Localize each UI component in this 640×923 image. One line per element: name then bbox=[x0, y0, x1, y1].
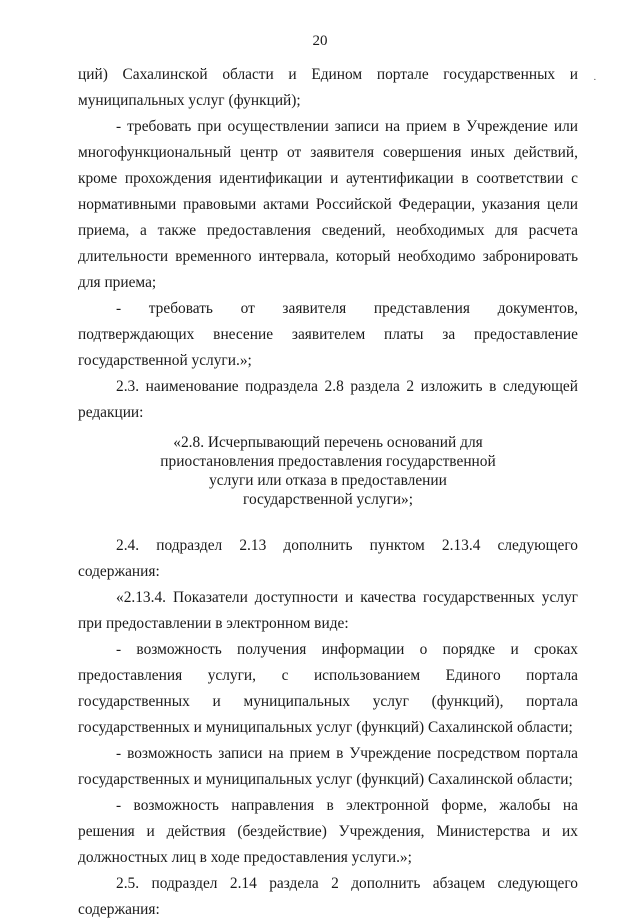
heading-line: услуги или отказа в предоставлении bbox=[209, 472, 447, 489]
paragraph-complaints: - возможность направления в электронной форме, жалобы на решения и действия (бездействие) Учреждения, Министерства и их должностных лиц в ходе предоставления услуги.»; bbox=[78, 797, 578, 866]
heading-line: приостановления предоставления государственной bbox=[160, 453, 496, 470]
paragraph-continuation: ций) Сахалинской области и Едином портале государственных и муниципальных услуг (функций); bbox=[78, 66, 578, 109]
paragraph-2-13-4: «2.13.4. Показатели доступности и качества государственных услуг при предоставлении в электронном виде: bbox=[78, 589, 578, 632]
paragraph-info-access: - возможность получения информации о порядке и сроках предоставления услуги, с использованием Единого портала государственных и муниципальных услуг (функций), портала государственных и муниципальных услуг (функций) Сахалинской области; bbox=[78, 641, 578, 736]
scan-mark: · bbox=[593, 74, 597, 86]
page-number: 20 bbox=[312, 33, 328, 49]
heading-line: «2.8. Исчерпывающий перечень оснований для bbox=[173, 434, 483, 451]
paragraph-2-4: 2.4. подраздел 2.13 дополнить пунктом 2.13.4 следующего содержания: bbox=[78, 537, 578, 580]
paragraph-2-5: 2.5. подраздел 2.14 раздела 2 дополнить абзацем следующего содержания: bbox=[78, 875, 578, 918]
paragraph-2-3: 2.3. наименование подраздела 2.8 раздела 2 изложить в следующей редакции: bbox=[78, 378, 578, 421]
paragraph-requirement-payment: - требовать от заявителя представления документов, подтверждающих внесение заявителем платы за предоставление государственной услуги.»; bbox=[78, 300, 578, 369]
quoted-section-title bbox=[78, 433, 578, 509]
heading-line: государственной услуги»; bbox=[243, 491, 413, 508]
document-body bbox=[78, 62, 578, 923]
paragraph-requirement-registration: - требовать при осуществлении записи на прием в Учреждение или многофункциональный центр от заявителя совершения иных действий, кроме прохождения идентификации и аутентификации в соответствии с нормативными правовыми актами Российской Федерации, указания цели приема, а также предоставления сведений, необходимых для расчета длительности временного интервала, который необходимо забронировать для приема; bbox=[78, 118, 578, 291]
paragraph-appointment: - возможность записи на прием в Учреждение посредством портала государственных и муниципальных услуг (функций) Сахалинской области; bbox=[78, 745, 578, 788]
